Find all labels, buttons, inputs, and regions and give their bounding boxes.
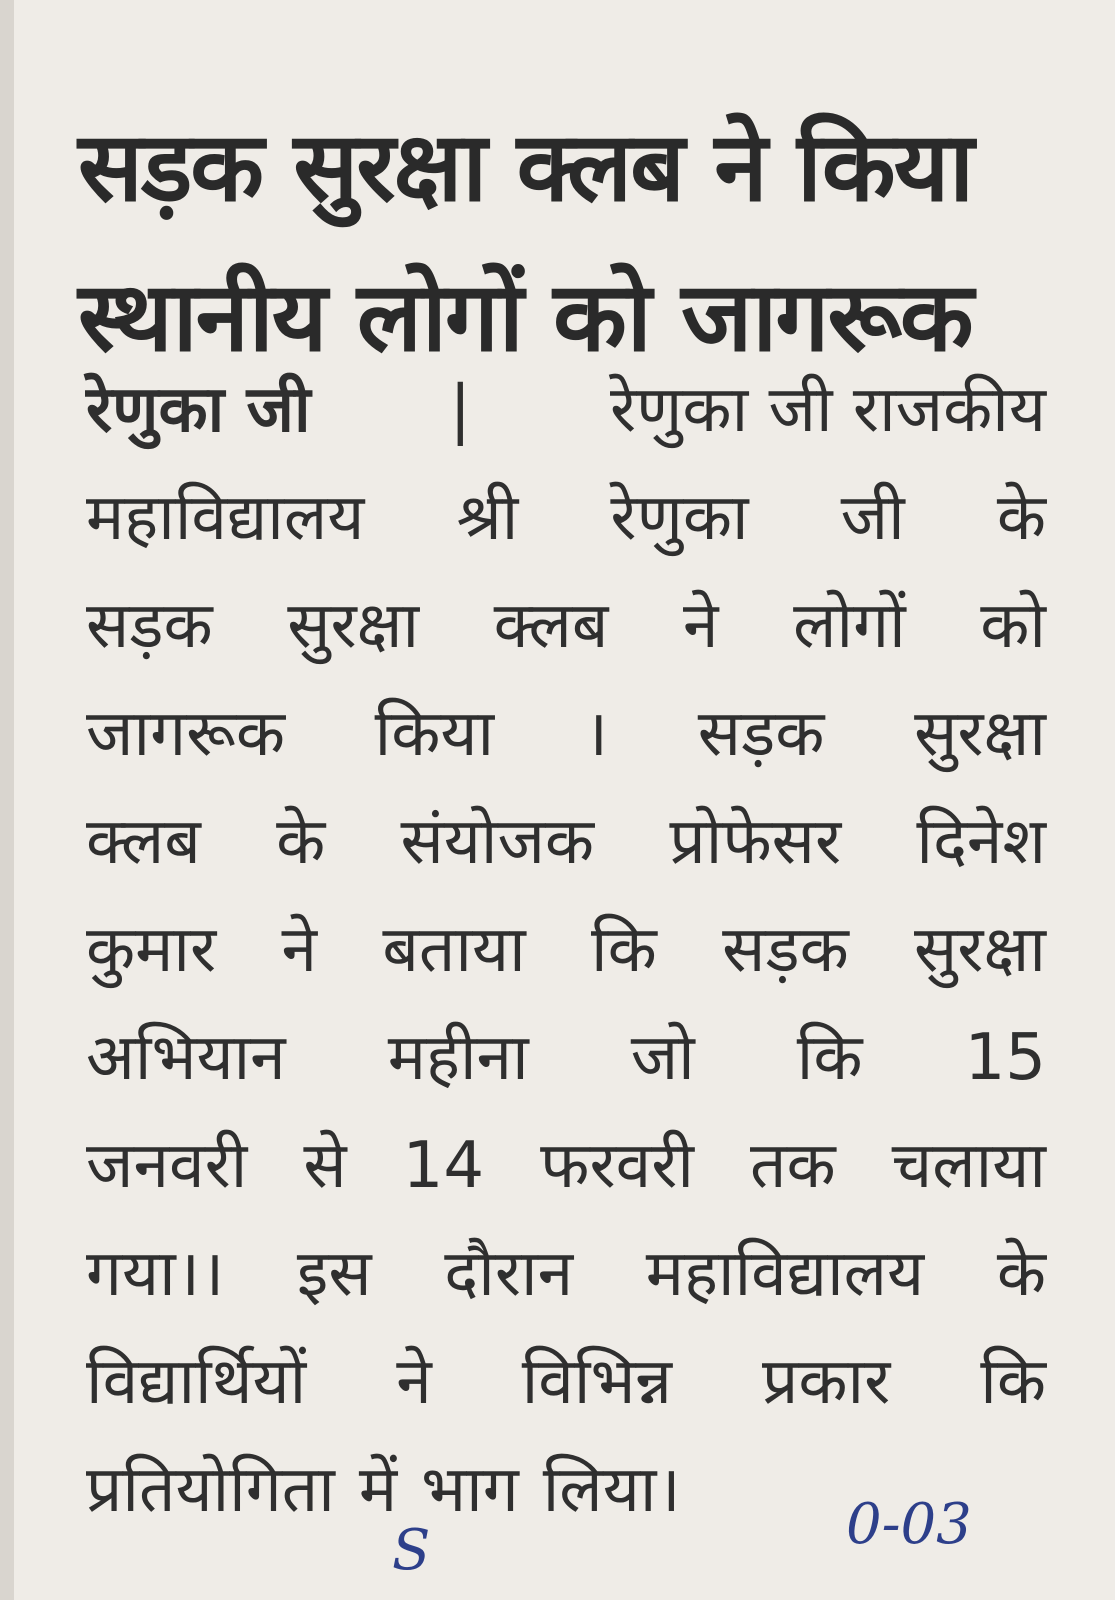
article-line: [86, 1328, 1046, 1436]
handwritten-mark-left: S: [392, 1518, 431, 1583]
article-word: जी: [840, 481, 905, 555]
article-word: ने: [396, 1345, 432, 1419]
article-word: क्लब: [493, 589, 609, 663]
article-word: दौरान: [444, 1237, 574, 1311]
article-word: लोगों: [793, 589, 906, 663]
article-word: ।: [583, 697, 609, 771]
handwritten-mark-right: 0-03: [846, 1492, 972, 1557]
article-line: [86, 356, 1046, 464]
article-line: [86, 680, 1046, 788]
headline-line-1: सड़क सुरक्षा क्लब ने किया: [78, 111, 973, 223]
article-word: प्रोफेसर: [669, 805, 842, 879]
article-line: [86, 788, 1046, 896]
article-line: [86, 1004, 1046, 1112]
article-word: विद्यार्थियों: [86, 1345, 307, 1419]
article-word: 14: [402, 1129, 485, 1203]
article-word: गया।।: [86, 1237, 225, 1311]
article-word: के: [996, 481, 1046, 555]
article-word: दिनेश: [916, 805, 1046, 879]
article-word: के: [276, 805, 326, 879]
article-word: भाग: [421, 1453, 519, 1527]
article-line: [86, 1220, 1046, 1328]
article-word: सुरक्षा: [914, 697, 1046, 771]
article-word: में: [358, 1453, 398, 1527]
article-word: से: [303, 1129, 347, 1203]
article-word: विभिन्न: [521, 1345, 672, 1419]
article-word: इस: [296, 1237, 372, 1311]
dateline: रेणुका जी: [86, 373, 311, 447]
article-word: बताया: [382, 913, 526, 987]
article-word: संयोजक: [400, 805, 595, 879]
article-word: सड़क: [86, 589, 213, 663]
article-word: क्लब: [86, 805, 201, 879]
article-word: जो: [630, 1021, 695, 1095]
article-line: [86, 572, 1046, 680]
article-word: प्रकार: [761, 1345, 891, 1419]
article-word: सड़क: [697, 697, 825, 771]
article-word: कि: [980, 1345, 1046, 1419]
article-line: [86, 1112, 1046, 1220]
article-word: सुरक्षा: [914, 913, 1046, 987]
article-word: अभियान: [86, 1021, 286, 1095]
article-word: के: [996, 1237, 1046, 1311]
article-word: कि: [796, 1021, 863, 1095]
article-word: श्री: [456, 481, 519, 555]
article-word: ने: [281, 913, 318, 987]
article-word: ने: [683, 589, 719, 663]
article-word: रेणुका: [610, 481, 749, 555]
article-word: कि: [591, 913, 657, 987]
article-word: महीना: [387, 1021, 529, 1095]
article-word: किया: [374, 697, 495, 771]
article-word: महाविद्यालय: [645, 1237, 925, 1311]
article-word: फरवरी: [540, 1129, 694, 1203]
article-word: प्रतियोगिता: [86, 1453, 335, 1527]
dateline-separator: |: [449, 373, 472, 447]
article-word: जागरूक: [86, 697, 285, 771]
article-word: चलाया: [891, 1129, 1046, 1203]
article-word: को: [980, 589, 1046, 663]
article-word: लिया।: [542, 1453, 681, 1527]
article-word: जनवरी: [86, 1129, 248, 1203]
article-word: सुरक्षा: [287, 589, 420, 663]
headline: [78, 92, 1038, 392]
article-word: 15: [964, 1021, 1046, 1095]
article-word: तक: [749, 1129, 836, 1203]
article-line: [86, 464, 1046, 572]
article-body: [86, 356, 1046, 1544]
article-word: कुमार: [86, 913, 217, 987]
article-line: [86, 896, 1046, 1004]
article-word: महाविद्यालय: [86, 481, 365, 555]
article-word: सड़क: [722, 913, 849, 987]
clipping-edge: [0, 0, 14, 1600]
headline-line-2: स्थानीय लोगों को जागरूक: [78, 261, 972, 373]
article-line-text: रेणुका जी राजकीय: [609, 373, 1046, 447]
